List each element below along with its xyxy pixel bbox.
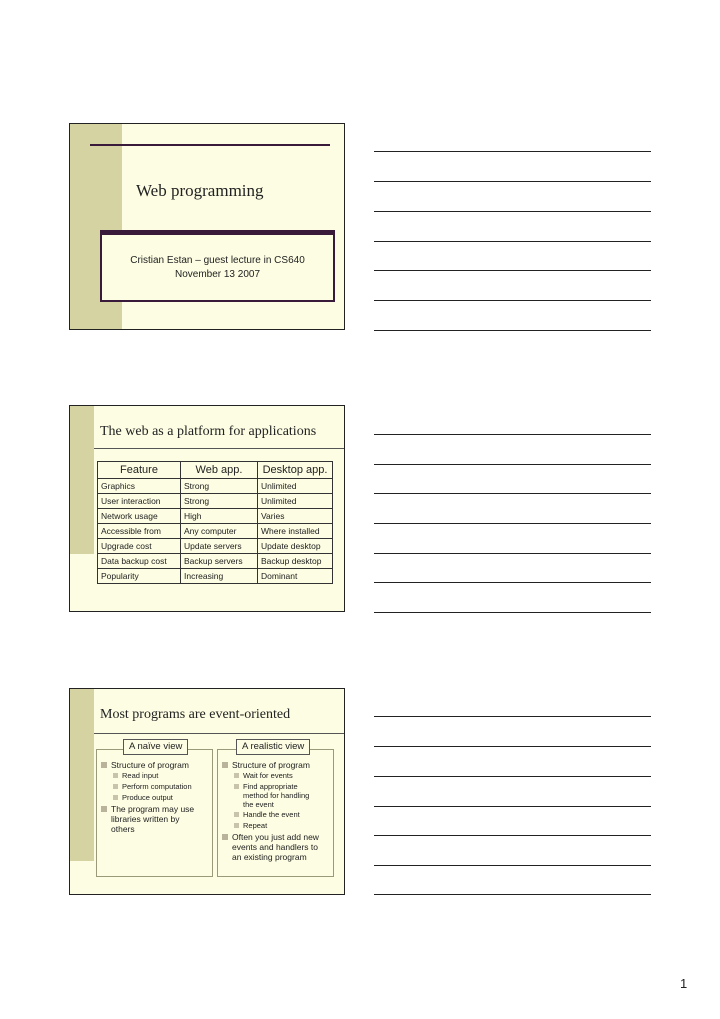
square-bullet-icon <box>234 823 239 828</box>
table-row <box>98 509 333 524</box>
sub-bullet-text: Repeat <box>243 821 268 830</box>
square-bullet-icon <box>234 812 239 817</box>
table-cell: Graphics <box>98 479 181 494</box>
title-rule <box>94 448 345 449</box>
sub-bullet-text: Handle the event <box>243 810 300 819</box>
header-cell: Feature <box>98 462 181 479</box>
table-cell: Where installed <box>258 524 333 539</box>
slide-sidebar <box>70 689 94 861</box>
table-cell: Increasing <box>181 569 258 584</box>
note-line <box>374 776 651 777</box>
bullet-text-cont: events and handlers to <box>232 842 319 852</box>
square-bullet-icon <box>222 762 228 768</box>
square-bullet-icon <box>113 795 118 800</box>
bullet-text-cont: libraries written by <box>111 814 180 824</box>
slide-1-title: Web programming <box>136 181 264 200</box>
sub-bullet-text: Produce output <box>122 793 173 802</box>
table-cell: Network usage <box>98 509 181 524</box>
naive-view-label: A naïve view <box>123 739 188 755</box>
sub-bullet-text: Find appropriate <box>243 782 298 791</box>
square-bullet-icon <box>113 773 118 778</box>
table-cell: Backup desktop <box>258 554 333 569</box>
square-bullet-icon <box>222 834 228 840</box>
slide-3-title: Most programs are event-oriented <box>100 707 291 722</box>
table-header-row <box>98 462 333 479</box>
header-cell: Desktop app. <box>258 462 333 479</box>
table-row <box>98 524 333 539</box>
square-bullet-icon <box>101 806 107 812</box>
note-line <box>374 894 651 895</box>
note-line <box>374 151 651 152</box>
bullet-text: Structure of program <box>232 760 310 770</box>
note-line <box>374 300 651 301</box>
page-number: 1 <box>680 976 688 991</box>
note-line <box>374 493 651 494</box>
sub-bullet-text-cont: the event <box>243 800 274 809</box>
note-line <box>374 865 651 866</box>
table-cell: Update desktop <box>258 539 333 554</box>
note-line <box>374 434 651 435</box>
square-bullet-icon <box>101 762 107 768</box>
table-cell: Popularity <box>98 569 181 584</box>
note-line <box>374 330 651 331</box>
slide-1 <box>69 123 345 330</box>
sub-bullet-text: Wait for events <box>243 771 293 780</box>
subtitle-box <box>100 230 335 302</box>
square-bullet-icon <box>234 773 239 778</box>
note-line <box>374 464 651 465</box>
note-line <box>374 716 651 717</box>
table-cell: Data backup cost <box>98 554 181 569</box>
slide-2 <box>69 405 345 612</box>
table-cell: High <box>181 509 258 524</box>
table-cell: Update servers <box>181 539 258 554</box>
table-row <box>98 554 333 569</box>
bullet-text-cont: others <box>111 824 135 834</box>
note-line <box>374 612 651 613</box>
table-cell: Unlimited <box>258 494 333 509</box>
note-line <box>374 553 651 554</box>
title-rule <box>90 144 330 146</box>
realistic-view-label: A realistic view <box>236 739 310 755</box>
sub-bullet-text-cont: method for handling <box>243 791 310 800</box>
note-line <box>374 211 651 212</box>
table-cell: Dominant <box>258 569 333 584</box>
table-cell: Strong <box>181 479 258 494</box>
table-cell: Accessible from <box>98 524 181 539</box>
realistic-view-panel <box>217 749 334 877</box>
table-cell: Strong <box>181 494 258 509</box>
comparison-table <box>97 461 333 584</box>
note-line <box>374 835 651 836</box>
note-line <box>374 582 651 583</box>
table-row <box>98 539 333 554</box>
note-line <box>374 806 651 807</box>
bullet-text: Structure of program <box>111 760 189 770</box>
note-line <box>374 523 651 524</box>
table-cell: Unlimited <box>258 479 333 494</box>
square-bullet-icon <box>234 784 239 789</box>
table-cell: User interaction <box>98 494 181 509</box>
note-line <box>374 270 651 271</box>
table-cell: Upgrade cost <box>98 539 181 554</box>
subtitle-line-2: November 13 2007 <box>174 269 261 280</box>
slide-3 <box>69 688 345 895</box>
table-row <box>98 494 333 509</box>
sub-bullet-text: Read input <box>122 771 159 780</box>
sub-bullet-text: Perform computation <box>122 782 192 791</box>
note-line <box>374 181 651 182</box>
note-line <box>374 241 651 242</box>
title-rule <box>94 733 345 734</box>
table-cell: Backup servers <box>181 554 258 569</box>
table-cell: Varies <box>258 509 333 524</box>
subtitle-line-1: Cristian Estan – guest lecture in CS640 <box>130 255 305 266</box>
bullet-text: The program may use <box>111 804 195 814</box>
square-bullet-icon <box>113 784 118 789</box>
table-row <box>98 569 333 584</box>
note-line <box>374 746 651 747</box>
slide-2-title: The web as a platform for applications <box>100 424 317 439</box>
slide-sidebar <box>70 406 94 554</box>
table-cell: Any computer <box>181 524 258 539</box>
table-row <box>98 479 333 494</box>
bullet-text: Often you just add new <box>232 832 319 842</box>
bullet-text-cont: an existing program <box>232 852 307 862</box>
header-cell: Web app. <box>181 462 258 479</box>
naive-view-panel <box>96 749 213 877</box>
